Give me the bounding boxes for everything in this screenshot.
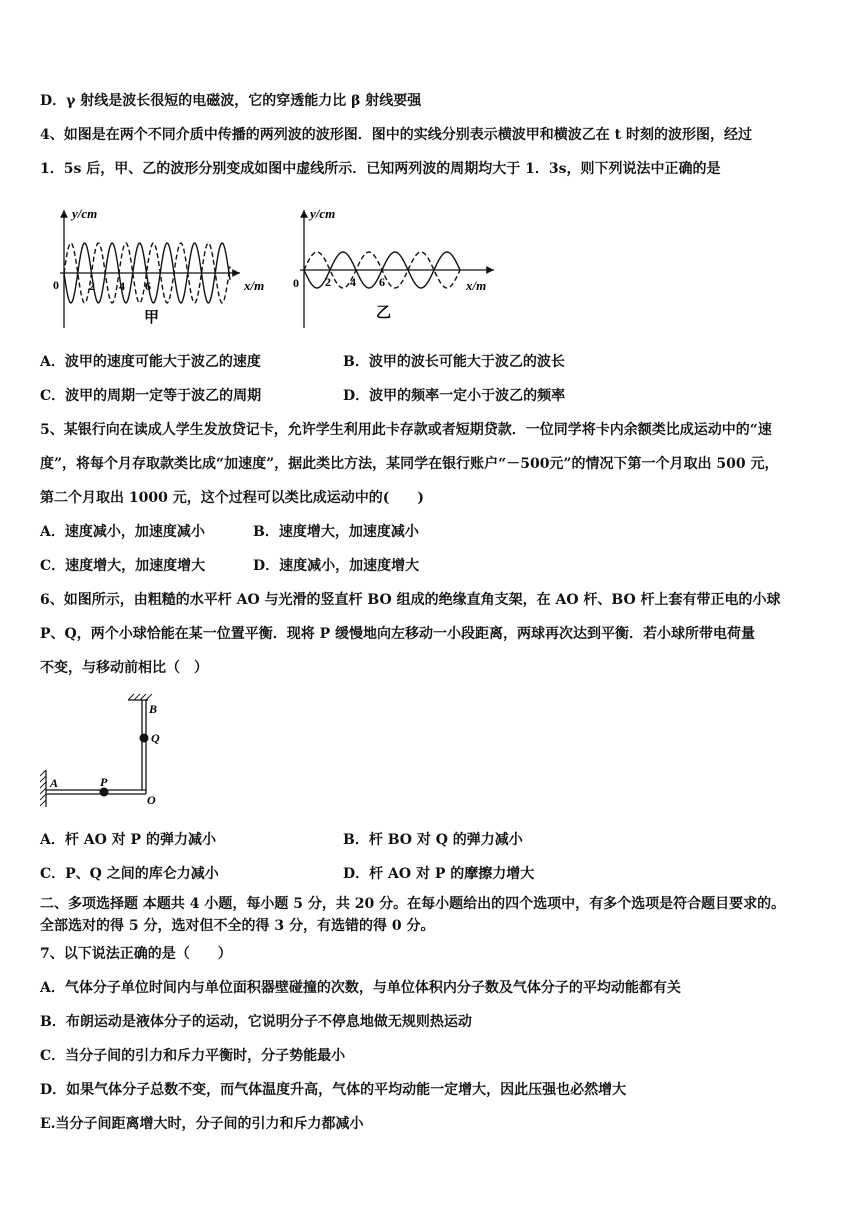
label-o: O [147, 793, 156, 807]
y-label: y/cm [72, 206, 98, 221]
tick-label: 6 [379, 275, 385, 289]
q5-stem-line2: 度”，将每个月存取款类比成“加速度”，据此类比方法，某同学在银行账户“－500元”的情况下第一个月取出 500 元， [40, 456, 779, 472]
q7-option-e: E.当分子间距离增大时，分子间的引力和斥力都减小 [40, 1116, 364, 1132]
tick-label: 6 [145, 279, 151, 293]
q6-option-a: A．杆 AO 对 P 的弹力减小 [40, 832, 216, 848]
q6-option-b: B．杆 BO 对 Q 的弹力减小 [343, 832, 523, 848]
q4-option-b: B．波甲的波长可能大于波乙的波长 [343, 354, 565, 370]
origin-label: 0 [53, 278, 59, 292]
q5-option-c: C．速度增大，加速度增大 [40, 558, 206, 574]
q4-stem-line1: 4、如图是在两个不同介质中传播的两列波的波形图．图中的实线分别表示横波甲和横波乙在 t 时刻的波形图，经过 [40, 127, 752, 143]
origin-label: 0 [293, 276, 299, 290]
q6-option-d: D．杆 AO 对 P 的摩擦力增大 [343, 866, 535, 882]
tick-label: 2 [89, 279, 95, 293]
wave-figure-jia [40, 200, 280, 335]
q6-stem-line3: 不变，与移动前相比（ ） [40, 660, 208, 676]
q6-stem-line1: 6、如图所示，由粗糙的水平杆 AO 与光滑的竖直杆 BO 组成的绝缘直角支架，在 AO 杆、BO 杆上套有带正电的小球 [40, 592, 781, 608]
ball-q [140, 734, 149, 743]
q5-stem-line1: 5、某银行向在读成人学生发放贷记卡，允许学生利用此卡存款或者短期贷款．一位同学将卡内余额类比成运动中的“速 [40, 422, 772, 438]
q5-option-b: B．速度增大，加速度减小 [253, 524, 419, 540]
q7-stem: 7、以下说法正确的是（ ） [40, 946, 232, 962]
label-a: A [50, 776, 59, 790]
figure-caption: 甲 [144, 310, 160, 326]
q5-option-d: D．速度减小，加速度增大 [253, 558, 420, 574]
q6-stem-line2: P、Q，两个小球恰能在某一位置平衡．现将 P 缓慢地向左移动一小段距离，两球再次达到平衡．若小球所带电荷量 [40, 626, 755, 642]
y-label: y/cm [310, 206, 336, 221]
tick-label: 4 [119, 279, 125, 293]
q6-option-c: C．P、Q 之间的库仑力减小 [40, 866, 219, 882]
q7-option-d: D．如果气体分子总数不变，而气体温度升高，气体的平均动能一定增大，因此压强也必然增大 [40, 1082, 627, 1098]
wave-figure-yi [280, 200, 520, 335]
figure-caption: 乙 [376, 305, 392, 321]
label-p: P [100, 775, 108, 789]
q5-option-a: A．速度减小，加速度减小 [40, 524, 205, 540]
x-label: x/m [466, 278, 487, 293]
x-label: x/m [244, 278, 265, 293]
tick-label: 4 [350, 275, 356, 289]
q4-stem-line2: 1．5s 后，甲、乙的波形分别变成如图中虚线所示．已知两列波的周期均大于 1．3s，则下列说法中正确的是 [40, 161, 721, 177]
q4-option-a: A．波甲的速度可能大于波乙的速度 [40, 354, 261, 370]
q4-option-d: D．波甲的频率一定小于波乙的频率 [343, 388, 566, 404]
q7-option-a: A．气体分子单位时间内与单位面积器壁碰撞的次数，与单位体积内分子数及气体分子的平均动能都有关 [40, 980, 681, 996]
bracket-figure [40, 692, 180, 807]
q7-option-b: B．布朗运动是液体分子的运动，它说明分子不停息地做无规则热运动 [40, 1014, 472, 1030]
q7-option-c: C．当分子间的引力和斥力平衡时，分子势能最小 [40, 1048, 346, 1064]
q5-stem-line3: 第二个月取出 1000 元，这个过程可以类比成运动中的( ) [40, 490, 424, 506]
section-heading-line2: 全部选对的得 5 分，选对但不全的得 3 分，有选错的得 0 分。 [40, 918, 435, 934]
q3-option-d: D．γ 射线是波长很短的电磁波，它的穿透能力比 β 射线要强 [40, 93, 422, 109]
label-q: Q [151, 731, 160, 745]
section-heading-line1: 二、多项选择题 本题共 4 小题，每小题 5 分，共 20 分。在每小题给出的四个选项中，有多个选项是符合题目要求的。 [40, 896, 786, 912]
q4-option-c: C．波甲的周期一定等于波乙的周期 [40, 388, 262, 404]
label-b: B [149, 702, 158, 716]
tick-label: 2 [325, 275, 331, 289]
